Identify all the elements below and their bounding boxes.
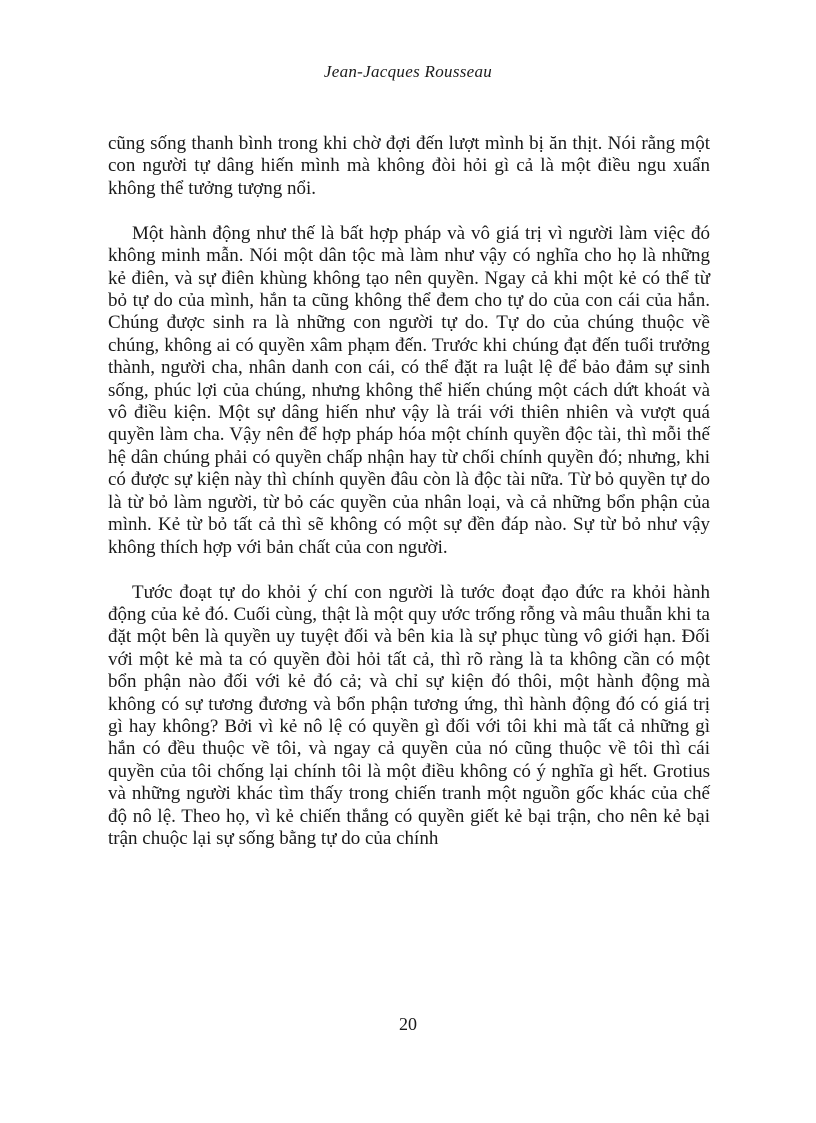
paragraph: Một hành động như thế là bất hợp pháp và vô giá trị vì người làm việc đó không minh mẫn. Nói một dân tộc mà làm như vậy có nghĩa cho họ là những kẻ điên, và sự điên khùng không tạo nên quyền. Ngay cả khi một kẻ có thể từ bỏ tự do của mình, hắn ta cũng không thể đem cho tự do của con cái của hắn. Chúng được sinh ra là những con người tự do. Tự do của chúng thuộc về chúng, không ai có quyền xâm phạm đến. Trước khi chúng đạt đến tuổi trưởng thành, người cha, nhân danh con cái, có thể đặt ra luật lệ để bảo đảm sự sinh sống, phúc lợi của chúng, nhưng không thể hiến chúng một cách dứt khoát và vô điều kiện. Một sự dâng hiến như vậy là trái với thiên nhiên và vượt quá quyền làm cha. Vậy nên để hợp pháp hóa một chính quyền độc tài, thì mỗi thế hệ dân chúng phải có quyền chấp nhận hay từ chối chính quyền đó; nhưng, khi có được sự kiện này thì chính quyền đâu còn là độc tài nữa. Từ bỏ quyền tự do là từ bỏ làm người, từ bỏ các quyền của nhân loại, và cả những bổn phận của mình. Kẻ từ bỏ tất cả thì sẽ không có một sự đền đáp nào. Sự từ bỏ như vậy không thích hợp với bản chất của con người. (108, 222, 710, 558)
paragraph: Tước đoạt tự do khỏi ý chí con người là tước đoạt đạo đức ra khỏi hành động của kẻ đó. Cuối cùng, thật là một quy ước trống rỗng và mâu thuẫn khi ta đặt một bên là quyền uy tuyệt đối và bên kia là sự phục tùng vô giới hạn. Đối với một kẻ mà ta có quyền đòi hỏi tất cả, thì rõ ràng là ta không cần có một bổn phận nào đối với kẻ đó cả; và chỉ sự kiện đó thôi, một hành động mà không có sự tương đương và bổn phận tương ứng, thì hành động đó có giá trị gì hay không? Bởi vì kẻ nô lệ có quyền gì đối với tôi khi mà tất cả những gì hắn có đều thuộc về tôi, và ngay cả quyền của nó cũng thuộc về tôi thì cái quyền của tôi chống lại chính tôi là một điều không có ý nghĩa gì hết. Grotius và những người khác tìm thấy trong chiến tranh một nguồn gốc khác của chế độ nô lệ. Theo họ, vì kẻ chiến thắng có quyền giết kẻ bại trận, cho nên kẻ bại trận chuộc lại sự sống bằng tự do của chính (108, 581, 710, 849)
page-number: 20 (399, 1014, 417, 1034)
running-header: Jean-Jacques Rousseau (323, 62, 493, 81)
paragraph-continuation: cũng sống thanh bình trong khi chờ đợi đến lượt mình bị ăn thịt. Nói rằng một con người tự dâng hiến mình mà không đòi hỏi gì cả là một điều ngu xuẩn không thể tưởng tượng nổi. (108, 133, 710, 199)
body-text (108, 133, 710, 850)
